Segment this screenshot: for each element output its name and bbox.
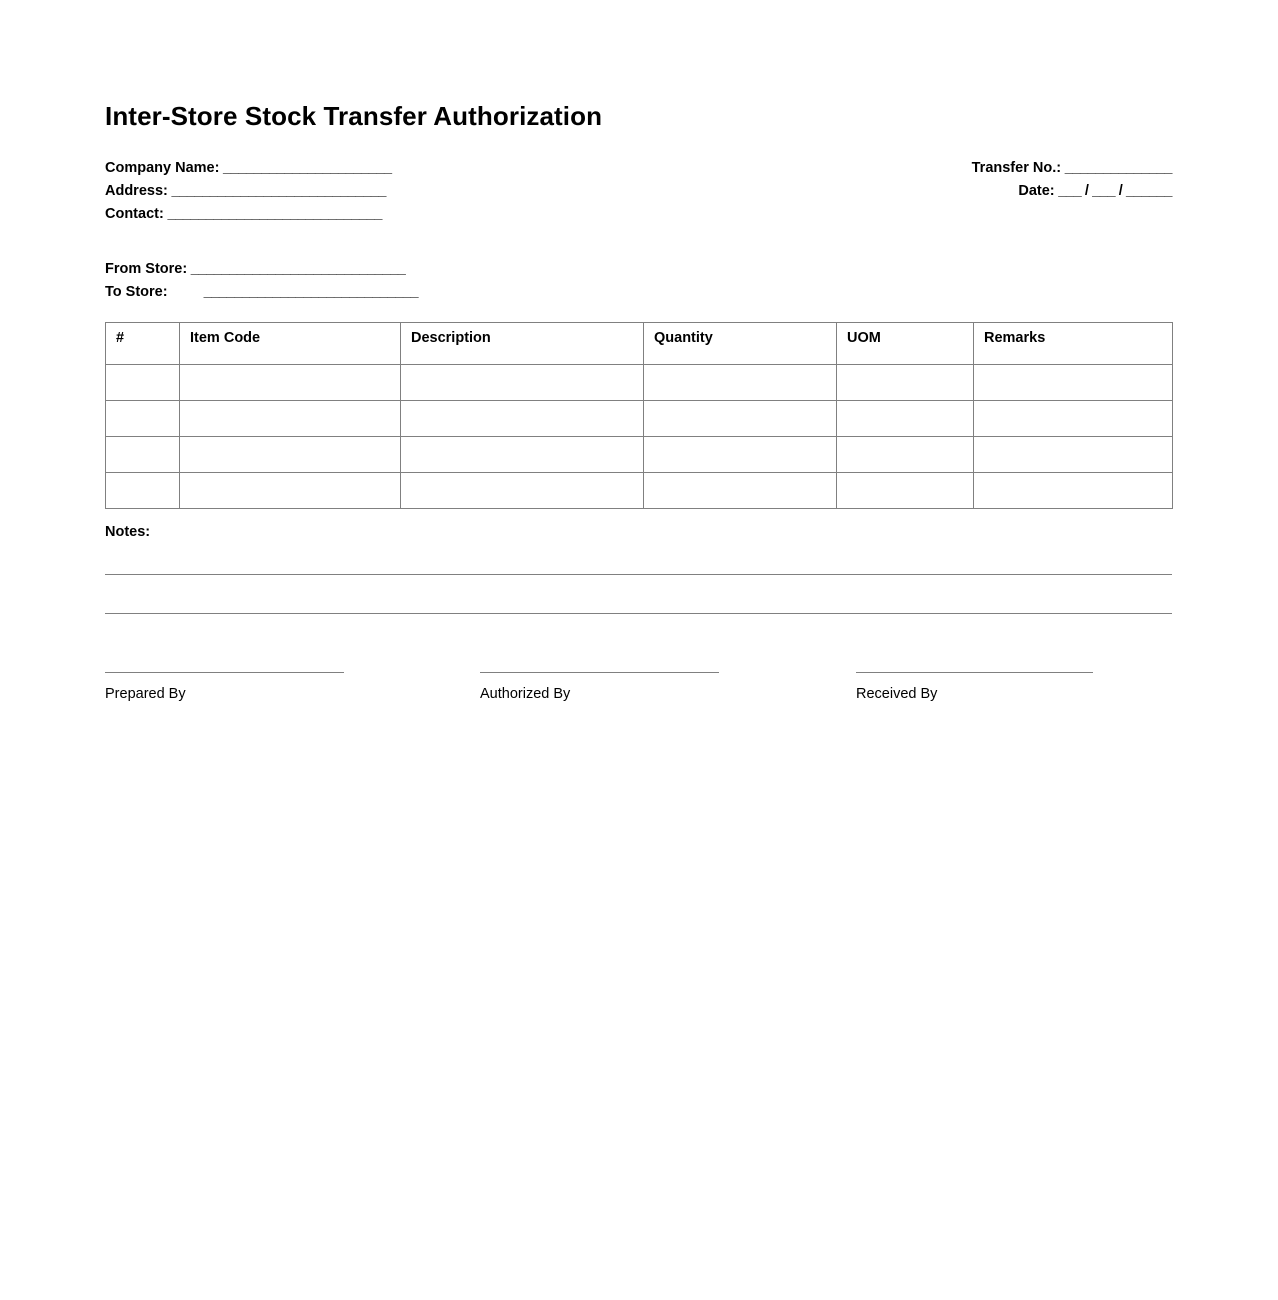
to-store-field bbox=[105, 281, 725, 304]
signature-block-authorized-by bbox=[480, 672, 719, 722]
date-field bbox=[660, 180, 1172, 203]
cell-item-code[interactable] bbox=[180, 473, 401, 509]
items-table-body bbox=[106, 365, 1173, 509]
notes-label: Notes: bbox=[105, 524, 151, 540]
cell-item-code[interactable] bbox=[180, 365, 401, 401]
cell-uom[interactable] bbox=[837, 437, 974, 473]
cell-remarks[interactable] bbox=[974, 437, 1173, 473]
company-name-label: Company Name: bbox=[105, 160, 220, 176]
cell-number[interactable] bbox=[106, 401, 180, 437]
address-label: Address: bbox=[105, 183, 168, 199]
table-row bbox=[106, 365, 1173, 401]
table-header-row bbox=[106, 323, 1173, 365]
cell-quantity[interactable] bbox=[644, 437, 837, 473]
signature-label-authorized-by: Authorized By bbox=[480, 686, 571, 702]
company-info-block bbox=[105, 157, 725, 226]
cell-uom[interactable] bbox=[837, 473, 974, 509]
company-name-field bbox=[105, 157, 725, 180]
notes-write-line-1[interactable] bbox=[105, 574, 1172, 575]
contact-field bbox=[105, 203, 725, 226]
cell-remarks[interactable] bbox=[974, 401, 1173, 437]
transfer-no-label: Transfer No.: bbox=[971, 160, 1062, 176]
signature-label-received-by: Received By bbox=[856, 686, 938, 702]
cell-remarks[interactable] bbox=[974, 473, 1173, 509]
cell-number[interactable] bbox=[106, 365, 180, 401]
cell-quantity[interactable] bbox=[644, 401, 837, 437]
contact-label: Contact: bbox=[105, 206, 164, 222]
column-header-quantity: Quantity bbox=[644, 323, 837, 365]
page-title: Inter-Store Stock Transfer Authorization bbox=[105, 101, 603, 131]
items-table-header bbox=[106, 323, 1173, 365]
cell-description[interactable] bbox=[401, 437, 644, 473]
cell-uom[interactable] bbox=[837, 401, 974, 437]
date-blank[interactable]: ___ / ___ / ______ bbox=[1054, 183, 1172, 199]
from-store-blank[interactable]: ____________________________ bbox=[187, 261, 406, 277]
cell-item-code[interactable] bbox=[180, 401, 401, 437]
cell-description[interactable] bbox=[401, 473, 644, 509]
table-row bbox=[106, 437, 1173, 473]
column-header-description: Description bbox=[401, 323, 644, 365]
column-header-remarks: Remarks bbox=[974, 323, 1173, 365]
store-routing-block bbox=[105, 258, 725, 304]
table-row bbox=[106, 401, 1173, 437]
transfer-no-blank[interactable]: ______________ bbox=[1061, 160, 1172, 176]
column-header-uom: UOM bbox=[837, 323, 974, 365]
cell-number[interactable] bbox=[106, 473, 180, 509]
column-header-number: # bbox=[106, 323, 180, 365]
contact-blank[interactable]: ____________________________ bbox=[163, 206, 383, 222]
notes-write-line-2[interactable] bbox=[105, 613, 1172, 614]
cell-description[interactable] bbox=[401, 365, 644, 401]
address-blank[interactable]: ____________________________ bbox=[167, 183, 387, 199]
address-field bbox=[105, 180, 725, 203]
from-store-label: From Store: bbox=[105, 261, 188, 277]
signature-line-received-by[interactable] bbox=[856, 672, 1093, 673]
cell-number[interactable] bbox=[106, 437, 180, 473]
to-store-label: To Store: bbox=[105, 284, 168, 300]
cell-quantity[interactable] bbox=[644, 365, 837, 401]
signature-label-prepared-by: Prepared By bbox=[105, 686, 186, 702]
company-name-blank[interactable]: ______________________ bbox=[219, 160, 392, 176]
from-store-field bbox=[105, 258, 725, 281]
items-table bbox=[105, 322, 1173, 509]
cell-description[interactable] bbox=[401, 401, 644, 437]
cell-item-code[interactable] bbox=[180, 437, 401, 473]
date-label: Date: bbox=[1018, 183, 1055, 199]
cell-remarks[interactable] bbox=[974, 365, 1173, 401]
to-store-blank[interactable]: ____________________________ bbox=[203, 284, 419, 300]
signature-block-received-by bbox=[856, 672, 1093, 722]
transfer-info-block bbox=[660, 157, 1172, 203]
cell-uom[interactable] bbox=[837, 365, 974, 401]
column-header-item-code: Item Code bbox=[180, 323, 401, 365]
signature-line-authorized-by[interactable] bbox=[480, 672, 719, 673]
transfer-no-field bbox=[660, 157, 1172, 180]
signature-block-prepared-by bbox=[105, 672, 344, 722]
table-row bbox=[106, 473, 1173, 509]
cell-quantity[interactable] bbox=[644, 473, 837, 509]
signature-line-prepared-by[interactable] bbox=[105, 672, 344, 673]
